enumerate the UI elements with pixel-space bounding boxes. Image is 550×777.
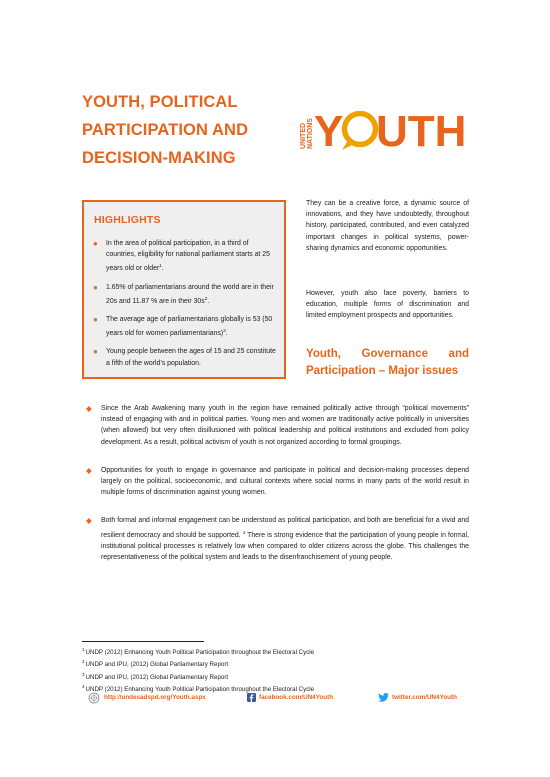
un-emblem-icon	[88, 692, 100, 704]
highlight-text: Young people between the ages of 15 and 25 constitute a fifth of the world’s population.	[106, 348, 276, 367]
footnote-text: UNDP and IPU, (2012) Global Parliamentary Report	[85, 673, 229, 681]
issue-item	[85, 465, 469, 499]
footnote-text: UNDP and IPU, (2012) Global Parliamentary Report	[85, 661, 229, 669]
footnote	[82, 657, 462, 669]
website-link[interactable]: http://undesadspd.org/Youth.aspx	[104, 694, 206, 701]
footnotes	[82, 645, 462, 695]
logo-word-uth: UTH	[376, 107, 467, 152]
issue-item	[85, 515, 469, 563]
bullet-icon: ●	[93, 347, 98, 357]
footnote-number: 1	[82, 647, 85, 652]
issue-text-rest: There is strong evidence that the participation of young people in formal, institutional political processes is relatively low when compared to older citizens across the globe. This challenges the representativeness of the political system and leads to the disenfranchisement of young people.	[101, 531, 470, 562]
footer	[82, 692, 470, 706]
footnote-number: 4	[82, 684, 85, 690]
highlight-text: The average age of parliamentarians globally is 53 (50 years old for women parliamentarians)	[106, 316, 273, 338]
diamond-bullet-icon: ◆	[86, 516, 92, 526]
section-heading	[306, 346, 469, 380]
issue-item	[85, 403, 469, 448]
footnote-text: UNDP (2012) Enhancing Youth Political Participation throughout the Electoral Cycle	[85, 686, 315, 694]
title-line: PARTICIPATION AND	[82, 121, 249, 139]
intro-paragraph: However, youth also face poverty, barriers to education, multiple forms of discrimination and limited employment prospects and opportunities.	[306, 290, 469, 320]
title-line: DECISION-MAKING	[82, 149, 236, 167]
footnote-ref: 1	[159, 263, 162, 269]
facebook-icon	[247, 693, 256, 702]
page-title	[82, 88, 292, 172]
diamond-bullet-icon: ◆	[86, 404, 92, 413]
highlight-item	[92, 282, 276, 307]
highlight-text: 1.65% of parliamentarians around the world are in their 20s and 11.87 % are in their 30s	[106, 283, 274, 305]
section-heading-line: Youth, Governance and	[306, 348, 469, 360]
speech-bubble-icon	[342, 114, 376, 151]
footnote-number: 3	[82, 671, 85, 677]
twitter-icon	[378, 693, 389, 702]
un-youth-logo	[298, 102, 468, 152]
highlight-item	[92, 314, 276, 339]
diamond-bullet-icon: ◆	[86, 465, 92, 475]
highlights-list	[92, 238, 276, 376]
footnote-divider	[82, 641, 204, 642]
footnote-number: 2	[82, 659, 85, 665]
footnote	[82, 670, 462, 682]
highlight-text: In the area of political participation, in a third of countries, eligibility for national parliament starts at 25 years old or older	[106, 240, 270, 273]
highlight-tail: .	[225, 330, 228, 338]
footnote-ref: 4	[242, 529, 246, 535]
intro-paragraph: They can be a creative force, a dynamic source of innovations, and they have undoubtedly, throughout history, participated, contributed, and even catalyzed important changes in political systems, power-sharing dynamics and economic opportunities.	[306, 200, 469, 252]
issues-list	[85, 403, 469, 580]
footnote-ref: 3	[223, 328, 226, 334]
issue-text: Since the Arab Awakening many youth in the region have remained politically active through “political movements” instead of engaging with and in political parties. Young men and women are traditionally active politically in universities (when allowed) but very often disillusioned with political leadership and political institutions and excluded from policy development. As a result, political activism of youth is not organized according to formal groupings.	[101, 405, 469, 446]
highlight-item	[92, 238, 276, 275]
title-line: YOUTH, POLITICAL	[82, 93, 238, 111]
logo-united-text: UNITED	[300, 122, 307, 149]
bullet-icon: ●	[93, 282, 98, 292]
highlight-tail: .	[207, 297, 210, 305]
issue-text: Both formal and informal engagement can be understood as political participation, and both are beneficial for a vivid and resilient democracy and should be supported.	[101, 517, 469, 539]
footnote	[82, 645, 462, 657]
highlight-item	[92, 346, 276, 368]
bullet-icon: ●	[93, 315, 98, 325]
issue-text: Opportunities for youth to engage in governance and participate in political and decision-making processes depend largely on the political, socioeconomic, and cultural contexts where social norms in many parts of the world result in multiple forms of discrimination against young women.	[101, 466, 469, 497]
facebook-link[interactable]: facebook.com/UN4Youth	[259, 694, 334, 701]
highlights-heading: HIGHLIGHTS	[94, 214, 161, 226]
footnote-ref: 2	[204, 295, 208, 301]
highlight-tail: .	[161, 265, 164, 273]
logo-nations-text: NATIONS	[307, 118, 314, 149]
twitter-link[interactable]: twitter.com/UN4Youth	[392, 694, 457, 701]
logo-word-y: Y	[314, 107, 344, 152]
highlights-box	[82, 200, 286, 379]
section-heading-line: Participation – Major issues	[306, 365, 459, 377]
footnote-text: UNDP (2012) Enhancing Youth Political Participation throughout the Electoral Cycle	[85, 649, 315, 656]
bullet-icon: ●	[93, 239, 98, 248]
